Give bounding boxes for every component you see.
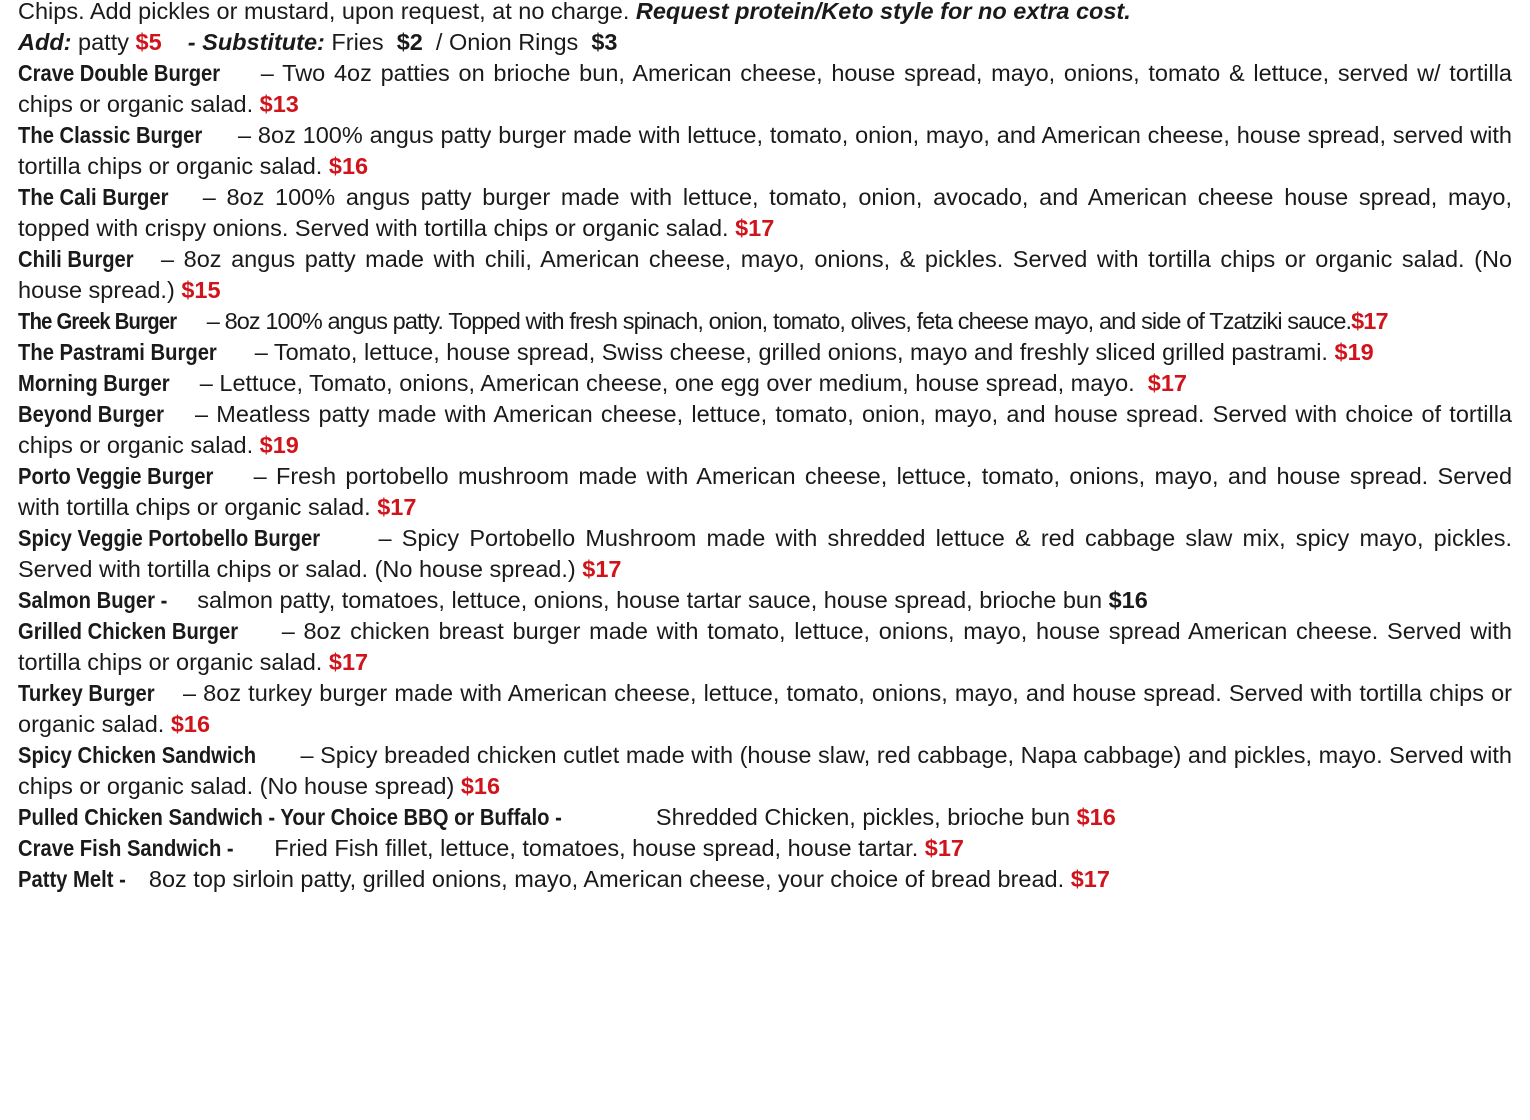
- item-price: $17: [735, 215, 775, 241]
- menu-item-morning-burger: [18, 368, 1512, 399]
- item-price: $19: [1334, 339, 1374, 365]
- item-price: $17: [328, 649, 369, 675]
- item-description: 8oz top sirloin patty, grilled onions, mayo, American cheese, your choice of bread bread.: [148, 866, 1065, 892]
- item-name: Porto Veggie Burger: [18, 463, 214, 489]
- intro-text: Chips. Add pickles or mustard, upon request, at no charge.: [18, 0, 630, 24]
- item-name: Crave Fish Sandwich -: [18, 835, 234, 861]
- item-description: – Spicy breaded chicken cutlet made with (house slaw, red cabbage, Napa cabbage) and pickles, mayo. Served with chips or organic salad. (No house spread): [18, 742, 1512, 799]
- menu-item-spicy-chicken-sandwich: [18, 740, 1512, 802]
- patty-addon-label: patty: [78, 29, 129, 55]
- menu-item-grilled-chicken-burger: [18, 616, 1512, 678]
- menu-item-chili-burger: [18, 244, 1512, 306]
- fries-label: Fries: [331, 29, 384, 55]
- item-description: – 8oz turkey burger made with American cheese, lettuce, tomato, onions, mayo, and house spread. Served with tortilla chips or organic salad.: [18, 680, 1512, 737]
- item-name: Crave Double Burger: [18, 60, 221, 86]
- menu-item-classic-burger: [18, 120, 1512, 182]
- item-description: Shredded Chicken, pickles, brioche bun: [655, 804, 1071, 830]
- item-price: $17: [377, 494, 417, 520]
- addons-line: [18, 27, 1512, 58]
- item-description: – 8oz 100% angus patty burger made with lettuce, tomato, onion, avocado, and American cheese house spread, mayo, topped with crispy onions. Served with tortilla chips or organic salad.: [18, 184, 1512, 241]
- addon-separator: /: [435, 29, 443, 55]
- intro-line: [18, 0, 1512, 27]
- substitute-label: - Substitute:: [187, 29, 325, 55]
- menu-item-crave-fish-sandwich: [18, 833, 1512, 864]
- item-name: Spicy Chicken Sandwich: [18, 742, 257, 768]
- item-price: $17: [582, 556, 622, 582]
- item-name: The Classic Burger: [18, 122, 203, 148]
- item-price: $17: [1147, 370, 1187, 396]
- patty-addon-price: $5: [135, 29, 162, 55]
- item-description: – 8oz 100% angus patty burger made with lettuce, tomato, onion, mayo, and American cheese, house spread, served with tortilla chips or organic salad.: [18, 122, 1512, 179]
- item-description: salmon patty, tomatoes, lettuce, onions, house tartar sauce, house spread, brioche bun: [197, 587, 1103, 613]
- menu-item-spicy-veggie-portobello-burger: [18, 523, 1512, 585]
- menu-item-pulled-chicken-sandwich: [18, 802, 1512, 833]
- menu-item-turkey-burger: [18, 678, 1512, 740]
- item-description: – Meatless patty made with American cheese, lettuce, tomato, onion, mayo, and house spread. Served with choice of tortilla chips or organic salad.: [18, 401, 1512, 458]
- item-price: $17: [924, 835, 964, 861]
- menu-item-crave-double-burger: [18, 58, 1512, 120]
- item-price: $16: [170, 711, 211, 737]
- menu-item-beyond-burger: [18, 399, 1512, 461]
- fries-price: $2: [396, 29, 423, 55]
- item-name: Spicy Veggie Portobello Burger: [18, 525, 321, 551]
- item-name: Pulled Chicken Sandwich - Your Choice BBQ or Buffalo -: [18, 804, 562, 830]
- item-price: $16: [1108, 587, 1148, 613]
- item-description: – 8oz chicken breast burger made with tomato, lettuce, onions, mayo, house spread American cheese. Served with tortilla chips or organic salad.: [18, 618, 1513, 675]
- menu-item-patty-melt: [18, 864, 1512, 895]
- menu-item-pastrami-burger: [18, 337, 1512, 368]
- item-description: – Lettuce, Tomato, onions, American cheese, one egg over medium, house spread, mayo.: [199, 370, 1135, 396]
- item-description: Fried Fish fillet, lettuce, tomatoes, house spread, house tartar.: [274, 835, 919, 861]
- item-price: $17: [1070, 866, 1110, 892]
- item-name: The Greek Burger: [18, 308, 177, 334]
- item-description: – 8oz 100% angus patty. Topped with fresh spinach, onion, tomato, olives, feta cheese mayo, and side of Tzatziki sauce.: [206, 308, 1352, 334]
- item-price: $13: [259, 91, 299, 117]
- item-name: Morning Burger: [18, 370, 170, 396]
- item-price: $16: [328, 153, 369, 179]
- item-name: Patty Melt -: [18, 866, 126, 892]
- item-description: – Two 4oz patties on brioche bun, American cheese, house spread, mayo, onions, tomato & lettuce, served w/ tortilla chips or organic salad.: [18, 60, 1512, 117]
- item-price: $16: [460, 773, 501, 799]
- menu-item-porto-veggie-burger: [18, 461, 1512, 523]
- item-price: $17: [1351, 308, 1388, 334]
- item-description: – Fresh portobello mushroom made with American cheese, lettuce, tomato, onions, mayo, and house spread. Served with tortilla chips or organic salad.: [18, 463, 1513, 520]
- item-name: Chili Burger: [18, 246, 134, 272]
- item-name: Salmon Buger -: [18, 587, 168, 613]
- onion-rings-price: $3: [591, 29, 618, 55]
- item-name: The Pastrami Burger: [18, 339, 217, 365]
- item-name: The Cali Burger: [18, 184, 169, 210]
- item-price: $16: [1076, 804, 1116, 830]
- menu-item-cali-burger: [18, 182, 1512, 244]
- item-name: Turkey Burger: [18, 680, 155, 706]
- add-label: Add:: [18, 29, 72, 55]
- item-name: Grilled Chicken Burger: [18, 618, 239, 644]
- item-price: $19: [259, 432, 299, 458]
- item-description: – Tomato, lettuce, house spread, Swiss cheese, grilled onions, mayo and freshly sliced grilled pastrami.: [254, 339, 1328, 365]
- item-description: – 8oz angus patty made with chili, American cheese, mayo, onions, & pickles. Served with tortilla chips or organic salad. (No house spread.): [18, 246, 1513, 303]
- menu-item-greek-burger: [18, 306, 1512, 337]
- menu-item-salmon-burger: [18, 585, 1512, 616]
- keto-request-note: Request protein/Keto style for no extra cost.: [635, 0, 1131, 24]
- menu-page: [18, 0, 1512, 895]
- item-name: Beyond Burger: [18, 401, 164, 427]
- onion-rings-label: Onion Rings: [448, 29, 579, 55]
- item-price: $15: [181, 277, 221, 303]
- item-description: – Spicy Portobello Mushroom made with shredded lettuce & red cabbage slaw mix, spicy mayo, pickles. Served with tortilla chips or salad. (No house spread.): [18, 525, 1513, 582]
